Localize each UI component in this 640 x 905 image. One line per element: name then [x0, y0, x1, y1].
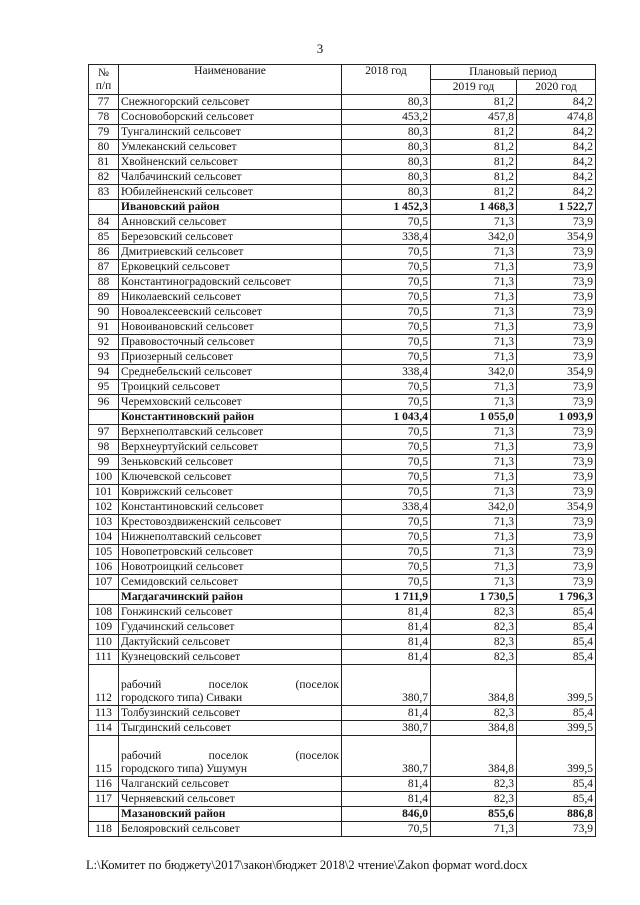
row-number: 108: [89, 605, 119, 620]
value-2019: 81,2: [431, 155, 517, 170]
value-2018: 338,4: [342, 500, 431, 515]
value-2019: 71,3: [431, 305, 517, 320]
value-2018: 70,5: [342, 380, 431, 395]
value-2019: 71,3: [431, 822, 517, 837]
value-2019: 384,8: [431, 736, 517, 777]
value-2018: 338,4: [342, 230, 431, 245]
value-2019: 71,3: [431, 395, 517, 410]
value-2020: 1 093,9: [517, 410, 596, 425]
value-2018: 70,5: [342, 440, 431, 455]
value-2019: 81,2: [431, 95, 517, 110]
value-2019: 71,3: [431, 545, 517, 560]
value-2019: 457,8: [431, 110, 517, 125]
value-2019: 71,3: [431, 470, 517, 485]
name-word: рабочий: [121, 750, 162, 762]
value-2020: 73,9: [517, 305, 596, 320]
row-number: 91: [89, 320, 119, 335]
value-2018: 81,4: [342, 650, 431, 665]
value-2019: 71,3: [431, 335, 517, 350]
row-number: 81: [89, 155, 119, 170]
row-number: 86: [89, 245, 119, 260]
table-row: [89, 665, 596, 706]
header-year-2020: 2020 год: [517, 80, 596, 95]
file-path-footer: L:\Комитет по бюджету\2017\закон\бюджет 2018\2 чтение\Zakon формат word.docx: [86, 858, 528, 872]
budget-table: [88, 64, 596, 837]
value-2019: 342,0: [431, 365, 517, 380]
row-number: [89, 200, 119, 215]
header-name: Наименование: [119, 65, 342, 95]
value-2018: 81,4: [342, 777, 431, 792]
district-name: Константиновский район: [119, 410, 342, 425]
settlement-name: Новотроицкий сельсовет: [119, 560, 342, 575]
value-2018: 70,5: [342, 575, 431, 590]
table-row: [89, 650, 596, 665]
value-2020: 1 522,7: [517, 200, 596, 215]
row-number: 78: [89, 110, 119, 125]
table-row: [89, 560, 596, 575]
row-number: 92: [89, 335, 119, 350]
value-2019: 71,3: [431, 425, 517, 440]
value-2019: 81,2: [431, 185, 517, 200]
value-2019: 71,3: [431, 350, 517, 365]
settlement-name: Новоалексеевский сельсовет: [119, 305, 342, 320]
value-2019: 71,3: [431, 530, 517, 545]
value-2018: 70,5: [342, 290, 431, 305]
value-2019: 342,0: [431, 500, 517, 515]
value-2018: 80,3: [342, 140, 431, 155]
value-2020: 85,4: [517, 635, 596, 650]
table-row: [89, 320, 596, 335]
value-2019: 81,2: [431, 170, 517, 185]
row-number: 95: [89, 380, 119, 395]
value-2020: 73,9: [517, 395, 596, 410]
settlement-name: Правовосточный сельсовет: [119, 335, 342, 350]
row-number: 88: [89, 275, 119, 290]
settlement-name: Тунгалинский сельсовет: [119, 125, 342, 140]
table-row: [89, 635, 596, 650]
table-row: [89, 95, 596, 110]
row-number: 87: [89, 260, 119, 275]
settlement-name: Верхнеполтавский сельсовет: [119, 425, 342, 440]
value-2018: 80,3: [342, 155, 431, 170]
row-number: 118: [89, 822, 119, 837]
row-number: 85: [89, 230, 119, 245]
row-number: [89, 590, 119, 605]
value-2018: 81,4: [342, 605, 431, 620]
table-row: [89, 822, 596, 837]
table-row: [89, 110, 596, 125]
value-2018: 80,3: [342, 185, 431, 200]
value-2020: 73,9: [517, 335, 596, 350]
settlement-name: Семидовский сельсовет: [119, 575, 342, 590]
settlement-name-line1: [121, 750, 339, 763]
value-2020: 886,8: [517, 807, 596, 822]
value-2019: 71,3: [431, 275, 517, 290]
value-2019: 384,8: [431, 721, 517, 736]
value-2020: 73,9: [517, 485, 596, 500]
name-word: поселок: [208, 750, 249, 762]
value-2018: 70,5: [342, 335, 431, 350]
table-row: [89, 455, 596, 470]
row-number: 104: [89, 530, 119, 545]
value-2018: 80,3: [342, 170, 431, 185]
value-2018: 81,4: [342, 620, 431, 635]
value-2020: 354,9: [517, 500, 596, 515]
value-2020: 73,9: [517, 290, 596, 305]
row-number: 105: [89, 545, 119, 560]
value-2020: 85,4: [517, 605, 596, 620]
table-row: [89, 350, 596, 365]
settlement-name: Чалганский сельсовет: [119, 777, 342, 792]
row-number: 113: [89, 706, 119, 721]
value-2020: 84,2: [517, 140, 596, 155]
value-2020: 84,2: [517, 170, 596, 185]
value-2018: 81,4: [342, 635, 431, 650]
row-number: 102: [89, 500, 119, 515]
value-2020: 73,9: [517, 380, 596, 395]
value-2020: 354,9: [517, 230, 596, 245]
district-row: [89, 200, 596, 215]
settlement-name-line2: городского типа) Сиваки: [121, 692, 243, 704]
value-2019: 71,3: [431, 290, 517, 305]
value-2018: 70,5: [342, 215, 431, 230]
value-2019: 82,3: [431, 620, 517, 635]
value-2020: 85,4: [517, 777, 596, 792]
row-number: 117: [89, 792, 119, 807]
row-number: 107: [89, 575, 119, 590]
settlement-name: Новопетровский сельсовет: [119, 545, 342, 560]
value-2020: 73,9: [517, 440, 596, 455]
value-2018: 453,2: [342, 110, 431, 125]
settlement-name: Коврижский сельсовет: [119, 485, 342, 500]
value-2018: 70,5: [342, 425, 431, 440]
table-row: [89, 380, 596, 395]
value-2019: 71,3: [431, 515, 517, 530]
value-2020: 474,8: [517, 110, 596, 125]
settlement-name: Крестовоздвиженский сельсовет: [119, 515, 342, 530]
value-2018: 846,0: [342, 807, 431, 822]
value-2018: 1 711,9: [342, 590, 431, 605]
settlement-name-line1: [121, 679, 339, 692]
value-2018: 1 043,4: [342, 410, 431, 425]
settlement-name: Константиноградовский сельсовет: [119, 275, 342, 290]
value-2020: 73,9: [517, 425, 596, 440]
value-2020: 73,9: [517, 245, 596, 260]
row-number: 82: [89, 170, 119, 185]
value-2020: 85,4: [517, 620, 596, 635]
table-row: [89, 155, 596, 170]
value-2019: 81,2: [431, 140, 517, 155]
value-2019: 1 468,3: [431, 200, 517, 215]
value-2018: 70,5: [342, 320, 431, 335]
value-2020: 84,2: [517, 125, 596, 140]
settlement-name: Чалбачинский сельсовет: [119, 170, 342, 185]
value-2020: 85,4: [517, 706, 596, 721]
row-number: 93: [89, 350, 119, 365]
value-2018: 70,5: [342, 485, 431, 500]
value-2019: 82,3: [431, 650, 517, 665]
row-number: [89, 410, 119, 425]
name-word: (поселок: [295, 750, 339, 762]
value-2019: 1 730,5: [431, 590, 517, 605]
page-number: 3: [316, 41, 324, 56]
value-2019: 71,3: [431, 440, 517, 455]
table-row: [89, 500, 596, 515]
value-2020: 73,9: [517, 320, 596, 335]
district-name: Ивановский район: [119, 200, 342, 215]
settlement-name: Ерковецкий сельсовет: [119, 260, 342, 275]
district-name: Мазановский район: [119, 807, 342, 822]
settlement-name: Нижнеполтавский сельсовет: [119, 530, 342, 545]
table-row: [89, 736, 596, 777]
settlement-name: Хвойненский сельсовет: [119, 155, 342, 170]
value-2019: 82,3: [431, 635, 517, 650]
table-row: [89, 545, 596, 560]
value-2019: 71,3: [431, 485, 517, 500]
row-number: 89: [89, 290, 119, 305]
table-row: [89, 777, 596, 792]
settlement-name: Троицкий сельсовет: [119, 380, 342, 395]
value-2019: 342,0: [431, 230, 517, 245]
table-row: [89, 620, 596, 635]
value-2020: 73,9: [517, 530, 596, 545]
settlement-name: Анновский сельсовет: [119, 215, 342, 230]
settlement-name: Березовский сельсовет: [119, 230, 342, 245]
value-2020: 73,9: [517, 350, 596, 365]
name-word: рабочий: [121, 679, 162, 691]
district-row: [89, 807, 596, 822]
row-number: 80: [89, 140, 119, 155]
row-number: 96: [89, 395, 119, 410]
value-2020: 73,9: [517, 822, 596, 837]
value-2018: 70,5: [342, 395, 431, 410]
table-row: [89, 335, 596, 350]
settlement-name: Юбилейненский сельсовет: [119, 185, 342, 200]
row-number: 99: [89, 455, 119, 470]
value-2018: 70,5: [342, 470, 431, 485]
table-row: [89, 290, 596, 305]
settlement-name: Зеньковский сельсовет: [119, 455, 342, 470]
value-2019: 71,3: [431, 320, 517, 335]
value-2019: 71,3: [431, 575, 517, 590]
value-2019: 81,2: [431, 125, 517, 140]
settlement-name-line2: городского типа) Ушумун: [121, 763, 248, 775]
row-number: 110: [89, 635, 119, 650]
value-2020: 399,5: [517, 736, 596, 777]
table-row: [89, 125, 596, 140]
value-2018: 80,3: [342, 95, 431, 110]
value-2020: 399,5: [517, 721, 596, 736]
row-number: 97: [89, 425, 119, 440]
settlement-name: Сосновоборский сельсовет: [119, 110, 342, 125]
row-number: [89, 807, 119, 822]
settlement-name: [119, 736, 342, 777]
value-2018: 380,7: [342, 665, 431, 706]
settlement-name: Ключевской сельсовет: [119, 470, 342, 485]
value-2018: 70,5: [342, 260, 431, 275]
settlement-name: Кузнецовский сельсовет: [119, 650, 342, 665]
value-2020: 73,9: [517, 470, 596, 485]
value-2018: 80,3: [342, 125, 431, 140]
settlement-name: Толбузинский сельсовет: [119, 706, 342, 721]
settlement-name: Новоивановский сельсовет: [119, 320, 342, 335]
name-word: поселок: [208, 679, 249, 691]
value-2018: 380,7: [342, 721, 431, 736]
value-2019: 71,3: [431, 380, 517, 395]
value-2019: 71,3: [431, 560, 517, 575]
header-num-sub: п/п: [95, 79, 112, 92]
settlement-name: Белояровский сельсовет: [119, 822, 342, 837]
settlement-name: Снежногорский сельсовет: [119, 95, 342, 110]
value-2020: 354,9: [517, 365, 596, 380]
value-2019: 384,8: [431, 665, 517, 706]
table-row: [89, 485, 596, 500]
table-row: [89, 575, 596, 590]
row-number: 83: [89, 185, 119, 200]
value-2018: 81,4: [342, 792, 431, 807]
row-number: 98: [89, 440, 119, 455]
header-num-cell: [89, 65, 119, 95]
value-2020: 84,2: [517, 155, 596, 170]
table-row: [89, 706, 596, 721]
settlement-name: Константиновский сельсовет: [119, 500, 342, 515]
value-2020: 73,9: [517, 575, 596, 590]
value-2018: 70,5: [342, 245, 431, 260]
value-2020: 84,2: [517, 95, 596, 110]
value-2018: 70,5: [342, 545, 431, 560]
settlement-name: Умлеканский сельсовет: [119, 140, 342, 155]
settlement-name: Верхнеуртуйский сельсовет: [119, 440, 342, 455]
table-row: [89, 230, 596, 245]
row-number: 101: [89, 485, 119, 500]
value-2019: 71,3: [431, 245, 517, 260]
value-2020: 84,2: [517, 185, 596, 200]
value-2018: 70,5: [342, 350, 431, 365]
settlement-name: Черемховский сельсовет: [119, 395, 342, 410]
header-row: [89, 65, 596, 80]
value-2019: 71,3: [431, 215, 517, 230]
row-number: 114: [89, 721, 119, 736]
settlement-name: Тыгдинский сельсовет: [119, 721, 342, 736]
value-2020: 1 796,3: [517, 590, 596, 605]
table-row: [89, 275, 596, 290]
settlement-name: Гудачинский сельсовет: [119, 620, 342, 635]
value-2020: 399,5: [517, 665, 596, 706]
settlement-name: Среднебельский сельсовет: [119, 365, 342, 380]
value-2020: 73,9: [517, 560, 596, 575]
value-2019: 82,3: [431, 792, 517, 807]
header-year-2018: 2018 год: [342, 65, 431, 95]
table-row: [89, 260, 596, 275]
value-2018: 70,5: [342, 515, 431, 530]
settlement-name: Черняевский сельсовет: [119, 792, 342, 807]
header-year-2019: 2019 год: [431, 80, 517, 95]
row-number: 112: [89, 665, 119, 706]
table-row: [89, 245, 596, 260]
settlement-name: Дактуйский сельсовет: [119, 635, 342, 650]
settlement-name: Николаевский сельсовет: [119, 290, 342, 305]
table-row: [89, 530, 596, 545]
table-row: [89, 721, 596, 736]
district-row: [89, 410, 596, 425]
row-number: 116: [89, 777, 119, 792]
value-2020: 73,9: [517, 260, 596, 275]
row-number: 77: [89, 95, 119, 110]
settlement-name: Гонжинский сельсовет: [119, 605, 342, 620]
row-number: 90: [89, 305, 119, 320]
row-number: 94: [89, 365, 119, 380]
district-name: Магдагачинский район: [119, 590, 342, 605]
value-2018: 1 452,3: [342, 200, 431, 215]
row-number: 115: [89, 736, 119, 777]
value-2018: 70,5: [342, 530, 431, 545]
value-2018: 70,5: [342, 275, 431, 290]
value-2018: 70,5: [342, 305, 431, 320]
row-number: 111: [89, 650, 119, 665]
value-2019: 82,3: [431, 605, 517, 620]
row-number: 109: [89, 620, 119, 635]
row-number: 79: [89, 125, 119, 140]
row-number: 100: [89, 470, 119, 485]
row-number: 103: [89, 515, 119, 530]
value-2019: 855,6: [431, 807, 517, 822]
value-2020: 73,9: [517, 275, 596, 290]
table-row: [89, 185, 596, 200]
value-2018: 338,4: [342, 365, 431, 380]
value-2018: 70,5: [342, 822, 431, 837]
table-row: [89, 140, 596, 155]
settlement-name: Дмитриевский сельсовет: [119, 245, 342, 260]
value-2020: 73,9: [517, 545, 596, 560]
value-2020: 73,9: [517, 455, 596, 470]
name-word: (поселок: [295, 679, 339, 691]
table-row: [89, 425, 596, 440]
value-2020: 73,9: [517, 215, 596, 230]
header-num: №: [98, 66, 109, 79]
table-row: [89, 170, 596, 185]
table-row: [89, 470, 596, 485]
value-2018: 81,4: [342, 706, 431, 721]
value-2018: 70,5: [342, 560, 431, 575]
value-2018: 380,7: [342, 736, 431, 777]
value-2019: 82,3: [431, 777, 517, 792]
header-plan-period: Плановый период: [431, 65, 596, 80]
value-2019: 1 055,0: [431, 410, 517, 425]
row-number: 84: [89, 215, 119, 230]
value-2019: 82,3: [431, 706, 517, 721]
value-2018: 70,5: [342, 455, 431, 470]
table-row: [89, 305, 596, 320]
table-row: [89, 215, 596, 230]
settlement-name: Приозерный сельсовет: [119, 350, 342, 365]
value-2020: 85,4: [517, 650, 596, 665]
value-2020: 85,4: [517, 792, 596, 807]
table-row: [89, 365, 596, 380]
table-row: [89, 440, 596, 455]
value-2020: 73,9: [517, 515, 596, 530]
value-2019: 71,3: [431, 455, 517, 470]
settlement-name: [119, 665, 342, 706]
row-number: 106: [89, 560, 119, 575]
district-row: [89, 590, 596, 605]
table-row: [89, 605, 596, 620]
value-2019: 71,3: [431, 260, 517, 275]
table-row: [89, 515, 596, 530]
table-row: [89, 792, 596, 807]
table-row: [89, 395, 596, 410]
